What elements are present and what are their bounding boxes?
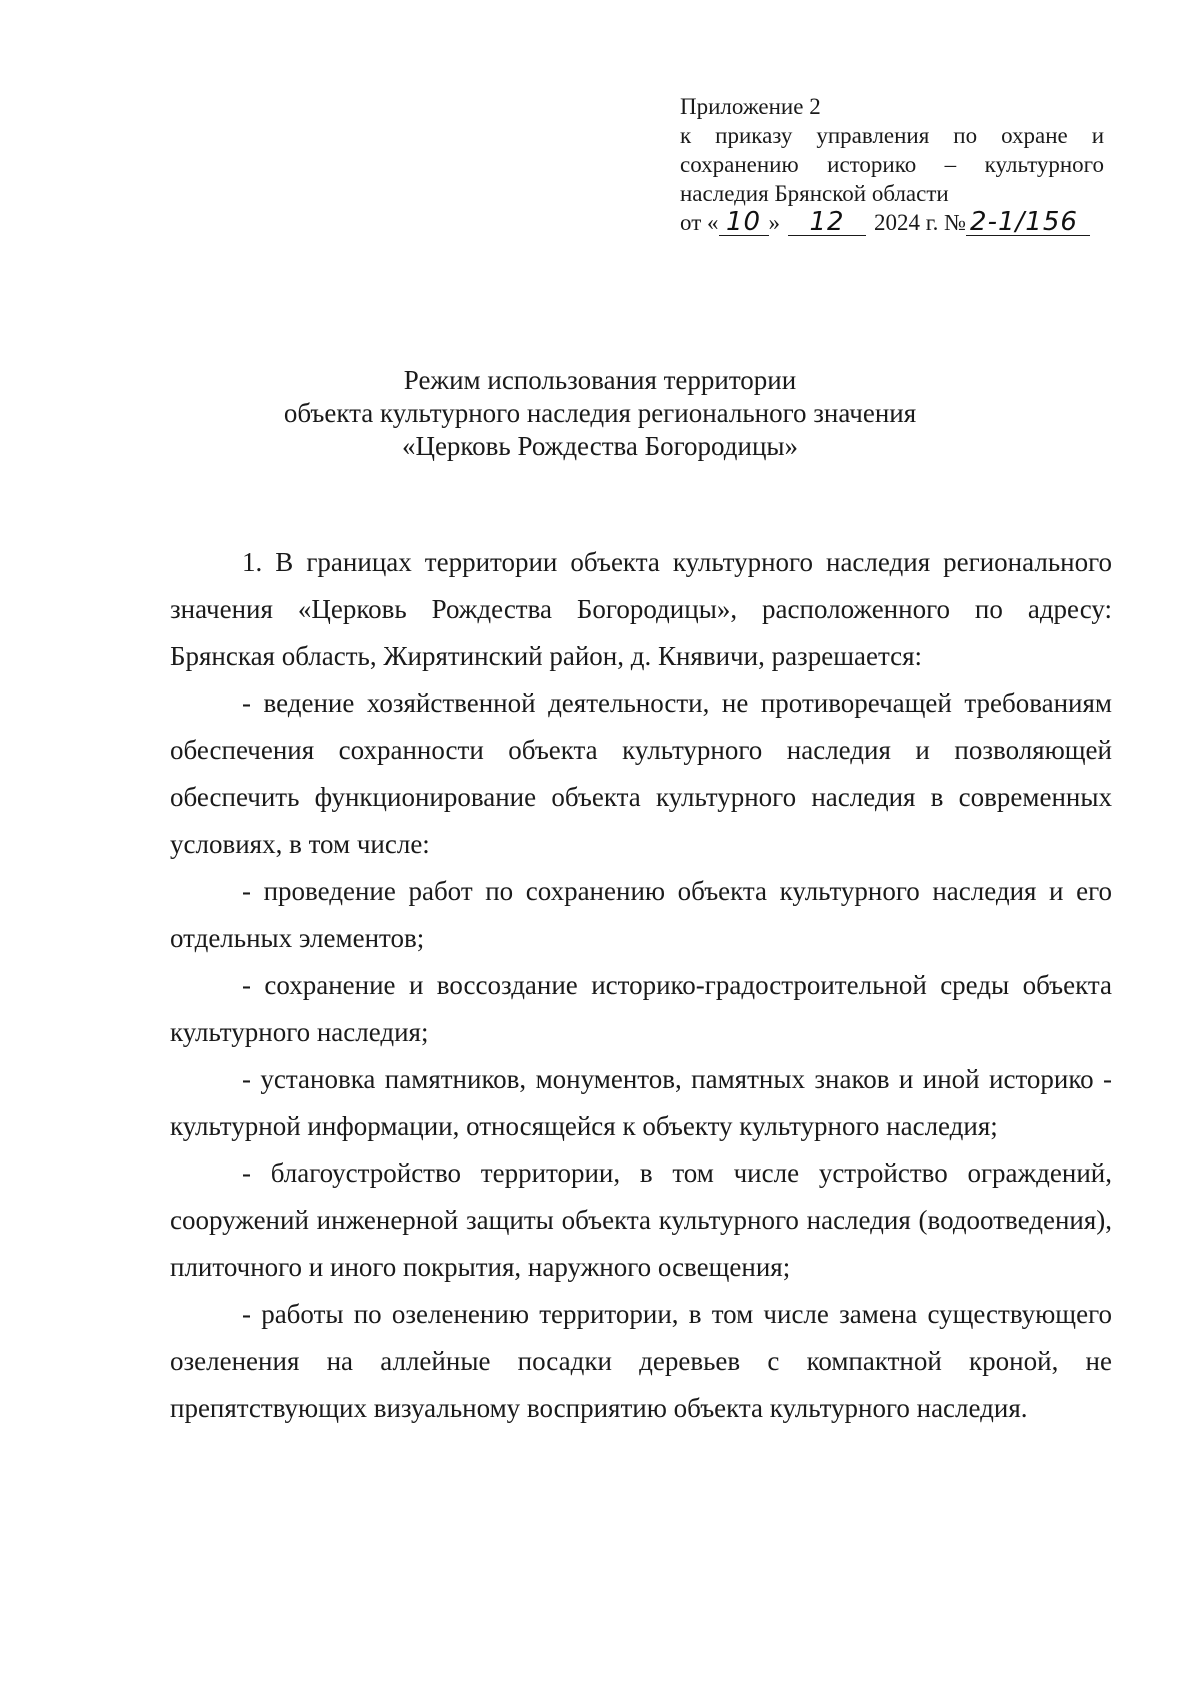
date-prefix: от « xyxy=(680,210,719,235)
title-line-2: объекта культурного наследия регионального значения xyxy=(283,398,917,428)
paragraph-3: - проведение работ по сохранению объекта культурного наследия и его отдельных элементов; xyxy=(170,876,1112,953)
paragraph-1: 1. В границах территории объекта культурного наследия регионального значения «Церковь Рождества Богородицы», расположенного по адресу: Брянская область, Жирятинский район, д. Княвичи, разрешается: xyxy=(170,547,1112,671)
document-title xyxy=(100,364,1100,463)
order-date-line xyxy=(680,208,1104,237)
paragraph-4: - сохранение и воссоздание историко-градостроительной среды объекта культурного наследия; xyxy=(170,970,1112,1047)
appendix-block xyxy=(680,92,1104,237)
date-quote-close: » xyxy=(768,210,780,235)
appendix-title: Приложение 2 xyxy=(680,94,821,119)
handwritten-order-number: 2-1/156 xyxy=(966,209,1090,236)
paragraph-7: - работы по озеленению территории, в том числе замена существующего озеленения на аллейные посадки деревьев с компактной кроной, не препятствующих визуальному восприятию объекта культурного наследия. xyxy=(170,1299,1112,1423)
appendix-line-1: к приказу управления по охране и xyxy=(680,123,1104,148)
document-body xyxy=(170,539,1112,1432)
paragraph-2: - ведение хозяйственной деятельности, не противоречащей требованиям обеспечения сохранности объекта культурного наследия и позволяющей обеспечить функционирование объекта культурного наследия в современных условиях, в том числе: xyxy=(170,688,1112,859)
paragraph-6: - благоустройство территории, в том числе устройство ограждений, сооружений инженерной защиты объекта культурного наследия (водоотведения), плиточного и иного покрытия, наружного освещения; xyxy=(170,1158,1112,1282)
title-line-3: «Церковь Рождества Богородицы» xyxy=(401,431,799,461)
handwritten-month: 12 xyxy=(788,209,866,236)
date-year: 2024 г. № xyxy=(874,210,967,235)
appendix-line-3: наследия Брянской области xyxy=(680,181,949,206)
appendix-line-2: сохранению историко – культурного xyxy=(680,152,1104,177)
handwritten-day: 10 xyxy=(719,209,769,236)
title-line-1: Режим использования территории xyxy=(403,365,797,395)
paragraph-5: - установка памятников, монументов, памятных знаков и иной историко - культурной информации, относящейся к объекту культурного наследия; xyxy=(170,1064,1112,1141)
